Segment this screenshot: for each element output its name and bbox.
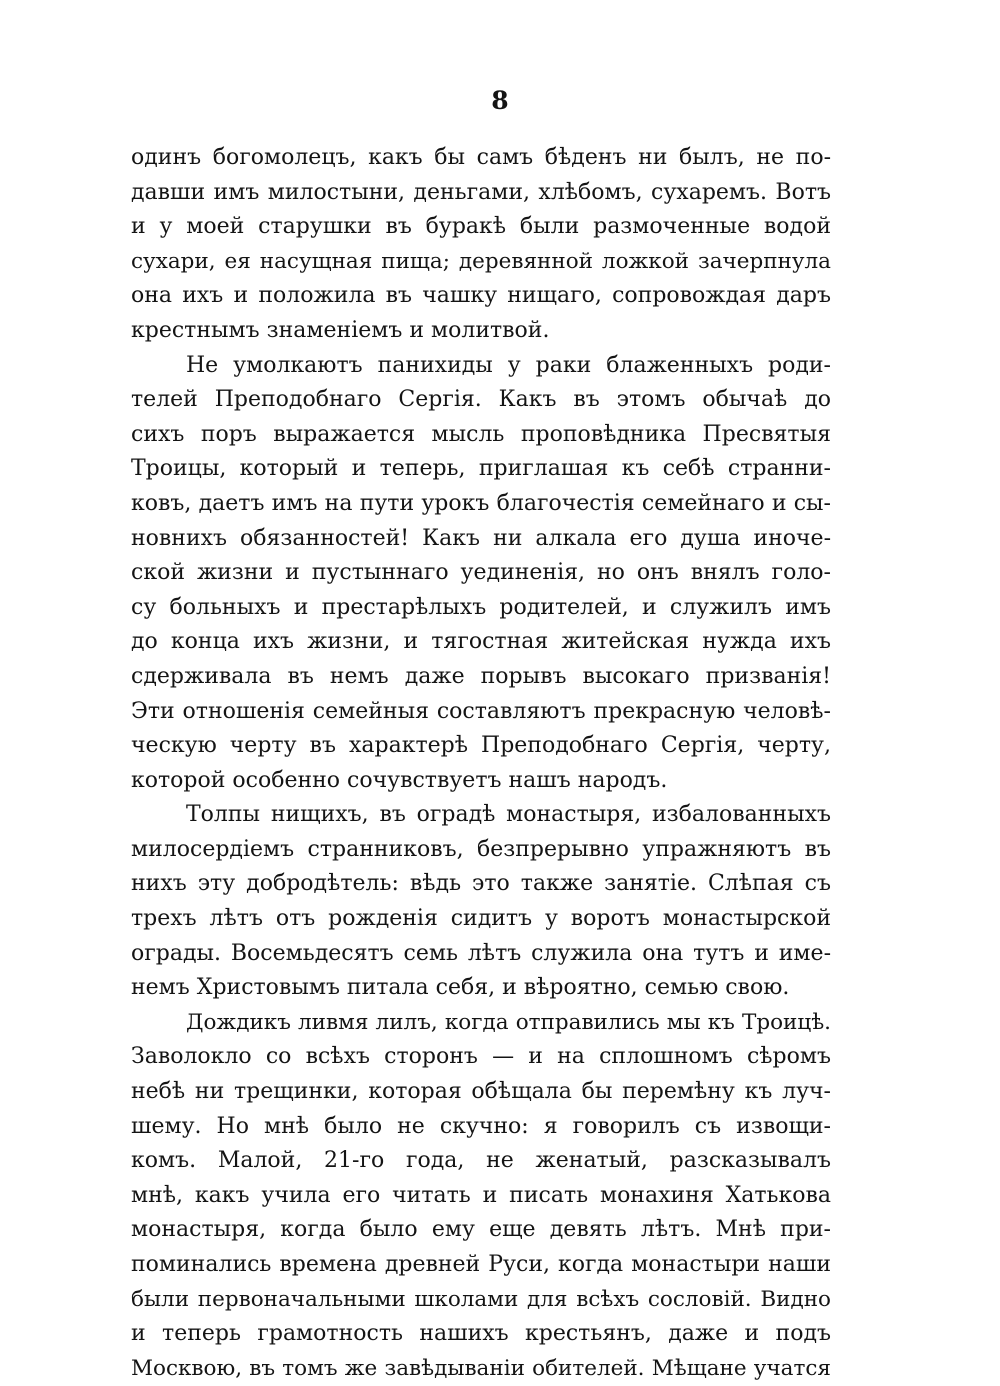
text-line: су больныхъ и престарѣлыхъ родителей, и служилъ имъ — [131, 594, 831, 620]
text-line: мнѣ, какъ учила его читать и писать монахиня Хатькова — [131, 1182, 831, 1208]
text-line: сухари, ея насущная пища; деревянной ложкой зачерпнула — [131, 248, 831, 274]
text-line: Эти отношенія семейныя составляютъ прекрасную человѣ- — [131, 698, 831, 724]
page-number: 8 — [491, 86, 509, 115]
text-line: ской жизни и пустыннаго уединенія, но онъ внялъ голо- — [131, 560, 831, 586]
text-line: крестнымъ знаменіемъ и молитвой. — [131, 317, 550, 343]
text-line: сдерживала въ немъ даже порывъ высокаго призванія! — [131, 663, 831, 689]
text-line: трехъ лѣтъ отъ рожденія сидитъ у воротъ монастырской — [131, 906, 831, 932]
text-line: нихъ эту добродѣтель: вѣдь это также занятіе. Слѣпая съ — [131, 871, 831, 897]
text-line: ковъ, даетъ имъ на пути урокъ благочестія семейнаго и сы- — [131, 490, 831, 516]
text-line: новнихъ обязанностей! Какъ ни алкала его душа иноче- — [131, 525, 831, 551]
text-line: до конца ихъ жизни, и тягостная житейская нужда ихъ — [131, 629, 831, 655]
text-line: одинъ богомолецъ, какъ бы самъ бѣденъ ни былъ, не по- — [131, 145, 831, 170]
text-line: Не умолкаютъ панихиды у раки блаженныхъ роди- — [186, 352, 831, 378]
text-line: ческую черту въ характерѣ Преподобнаго Сергія, черту, — [131, 733, 831, 759]
text-line: сихъ поръ выражается мысль проповѣдника Пресвятыя — [131, 421, 831, 447]
text-line: небѣ ни трещинки, которая обѣщала бы перемѣну къ луч- — [131, 1079, 831, 1105]
text-line: она ихъ и положила въ чашку нищаго, сопровождая даръ — [131, 283, 831, 309]
text-line: были первоначальными школами для всѣхъ сословій. Видно — [131, 1286, 831, 1312]
text-line: ограды. Восемьдесятъ семь лѣтъ служила она тутъ и име- — [131, 940, 831, 966]
text-line: телей Преподобнаго Сергія. Какъ въ этомъ обычаѣ до — [131, 387, 831, 413]
text-line: давши имъ милостыни, деньгами, хлѣбомъ, сухаремъ. Вотъ — [131, 179, 831, 205]
text-line: Москвою, въ томъ же завѣдываніи обителей. Мѣщане учатся — [131, 1355, 831, 1381]
body-text — [131, 141, 831, 1386]
text-line: поминались времена древней Руси, когда монастыри наши — [131, 1252, 831, 1277]
text-line: и у моей старушки въ буракѣ были размоченные водой — [131, 214, 831, 240]
text-line: Толпы нищихъ, въ оградѣ монастыря, избалованныхъ — [186, 802, 831, 828]
text-line: Дождикъ ливмя лилъ, когда отправились мы къ Троицѣ. — [186, 1009, 831, 1035]
text-line: монастыря, когда было ему еще девять лѣтъ. Мнѣ при- — [131, 1217, 831, 1243]
text-line: шему. Но мнѣ было не скучно: я говорилъ съ извощи- — [131, 1113, 831, 1139]
text-line: комъ. Малой, 21-го года, не женатый, разсказывалъ — [131, 1148, 831, 1174]
text-line: Троицы, который и теперь, приглашая къ себѣ странни- — [131, 456, 831, 482]
text-line: милосердіемъ странниковъ, безпрерывно упражняютъ въ — [131, 836, 831, 862]
text-line: Заволокло со всѣхъ сторонъ — и на сплошномъ сѣромъ — [131, 1044, 831, 1070]
text-line: которой особенно сочувствуетъ нашъ народъ. — [131, 767, 668, 793]
text-line: немъ Христовымъ питала себя, и вѣроятно, семью свою. — [131, 975, 790, 1001]
text-line: и теперь грамотность нашихъ крестьянъ, даже и подъ — [131, 1321, 831, 1347]
